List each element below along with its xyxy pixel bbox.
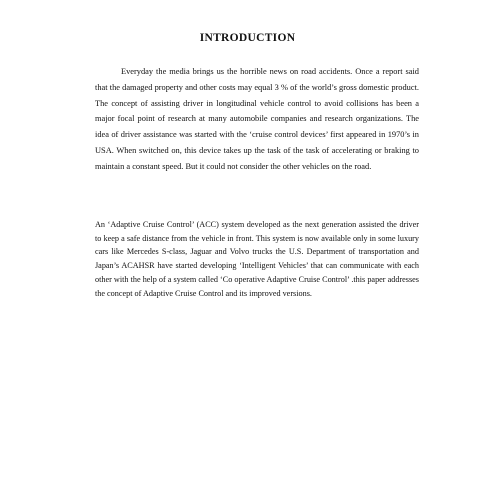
intro-paragraph-1: Everyday the media brings us the horrible news on road accidents. Once a report said that the damaged property and other costs may equal 3 % of the world’s gross domestic product. The concept of assisting driver in longitudinal vehicle control to avoid collisions has been a major focal point of research at many automobile companies and research organizations. The idea of driver assistance was started with the ‘cruise control devices’ first appeared in 1970’s in USA. When switched on, this device takes up the task of the task of accelerating or braking to maintain a constant speed. But it could not consider the other vehicles on the road.: [95, 67, 419, 171]
page-title: INTRODUCTION: [199, 32, 296, 44]
intro-paragraph-2: An ‘Adaptive Cruise Control’ (ACC) system developed as the next generation assisted the driver to keep a safe distance from the vehicle in front. This system is now available only in some luxury cars like Mercedes S-class, Jaguar and Volvo trucks the U.S. Department of transportation and Japan’s ACAHSR have started developing ‘Intelligent Vehicles’ that can communicate with each other with the help of a system called ‘Co operative Adaptive Cruise Control’ .this paper addresses the concept of Adaptive Cruise Control and its improved versions.: [95, 220, 419, 298]
